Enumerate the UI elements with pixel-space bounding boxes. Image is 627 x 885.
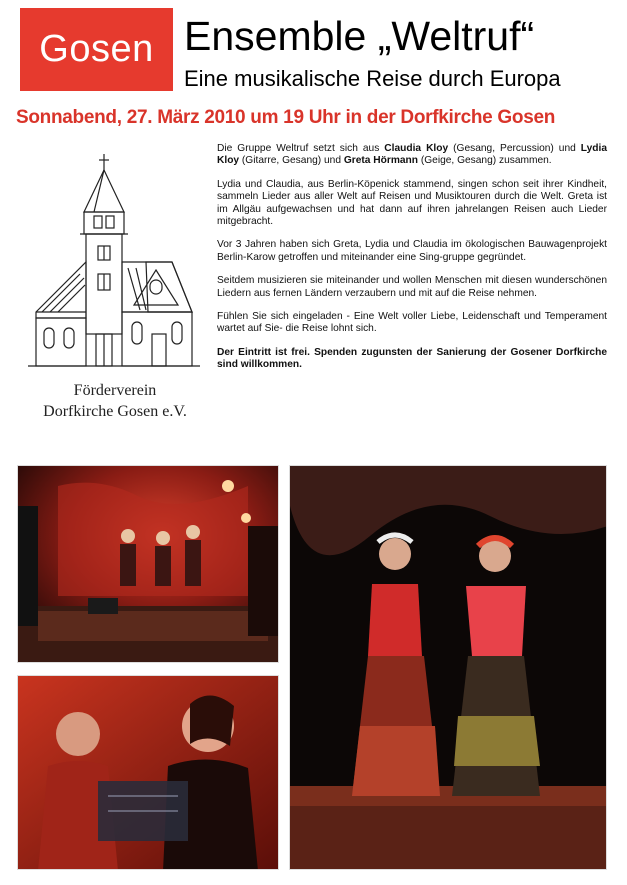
church-illustration [28, 150, 200, 372]
name-claudia: Claudia Kloy [384, 143, 449, 154]
name-greta: Greta Hörmann [343, 155, 419, 167]
place-box [20, 8, 173, 91]
p1-text-b: (Gesang, Percussion) und [448, 143, 581, 154]
paragraph-3: Vor 3 Jahren haben sich Greta, Lydia und Claudia im ökologischen Bauwagenprojekt Berlin-Karow getroffen und miteinander eine Sing-gruppe gegründet. [217, 239, 607, 263]
article-text [217, 143, 607, 383]
page-subtitle: Eine musikalische Reise durch Europa [184, 66, 561, 91]
paragraph-5: Fühlen Sie sich eingeladen - Eine Welt voller Liebe, Leidenschaft und Temperament wartet auf Sie- die Reise lohnt sich. [217, 311, 607, 335]
p1-text-a: Die Gruppe Weltruf setzt sich aus [217, 143, 385, 154]
page-title: Ensemble „Weltruf“ [184, 13, 535, 59]
stage-photo [17, 465, 279, 663]
association-name [22, 380, 208, 422]
association-line-2: Dorfkirche Gosen e.V. [43, 403, 187, 420]
paragraph-2: Lydia und Claudia, aus Berlin-Köpenick stammend, singen schon seit ihrer Kindheit, sammeln Lieder aus aller Welt auf Reisen und Musiktouren durch die Welt. Greta ist im Allgäu aufgewachsen und hat dann auf ihren jahrelangen Reisen auch Lieder mitgebracht. [217, 178, 607, 228]
p1-text-d: (Geige, Gesang) zusammen. [418, 155, 552, 167]
association-line-1: Förderverein [73, 382, 157, 399]
event-date-line: Sonnabend, 27. März 2010 um 19 Uhr in der Dorfkirche Gosen [16, 107, 556, 128]
place-label: Gosen [39, 28, 154, 70]
singers-photo [289, 465, 607, 870]
name-lydia: Lydia Kloy [217, 143, 608, 167]
closeup-photo [17, 675, 279, 870]
p1-text-c: (Gitarre, Gesang) und [239, 155, 344, 167]
paragraph-4: Seitdem musizieren sie miteinander und wollen Menschen mit diesen wunderschönen Liedern aus fernen Ländern verzaubern und mit auf die Reise nehmen. [217, 275, 607, 299]
paragraph-admission: Der Eintritt ist frei. Spenden zugunsten der Sanierung der Gosener Dorfkirche sind willkommen. [217, 346, 607, 371]
paragraph-1 [217, 143, 607, 168]
